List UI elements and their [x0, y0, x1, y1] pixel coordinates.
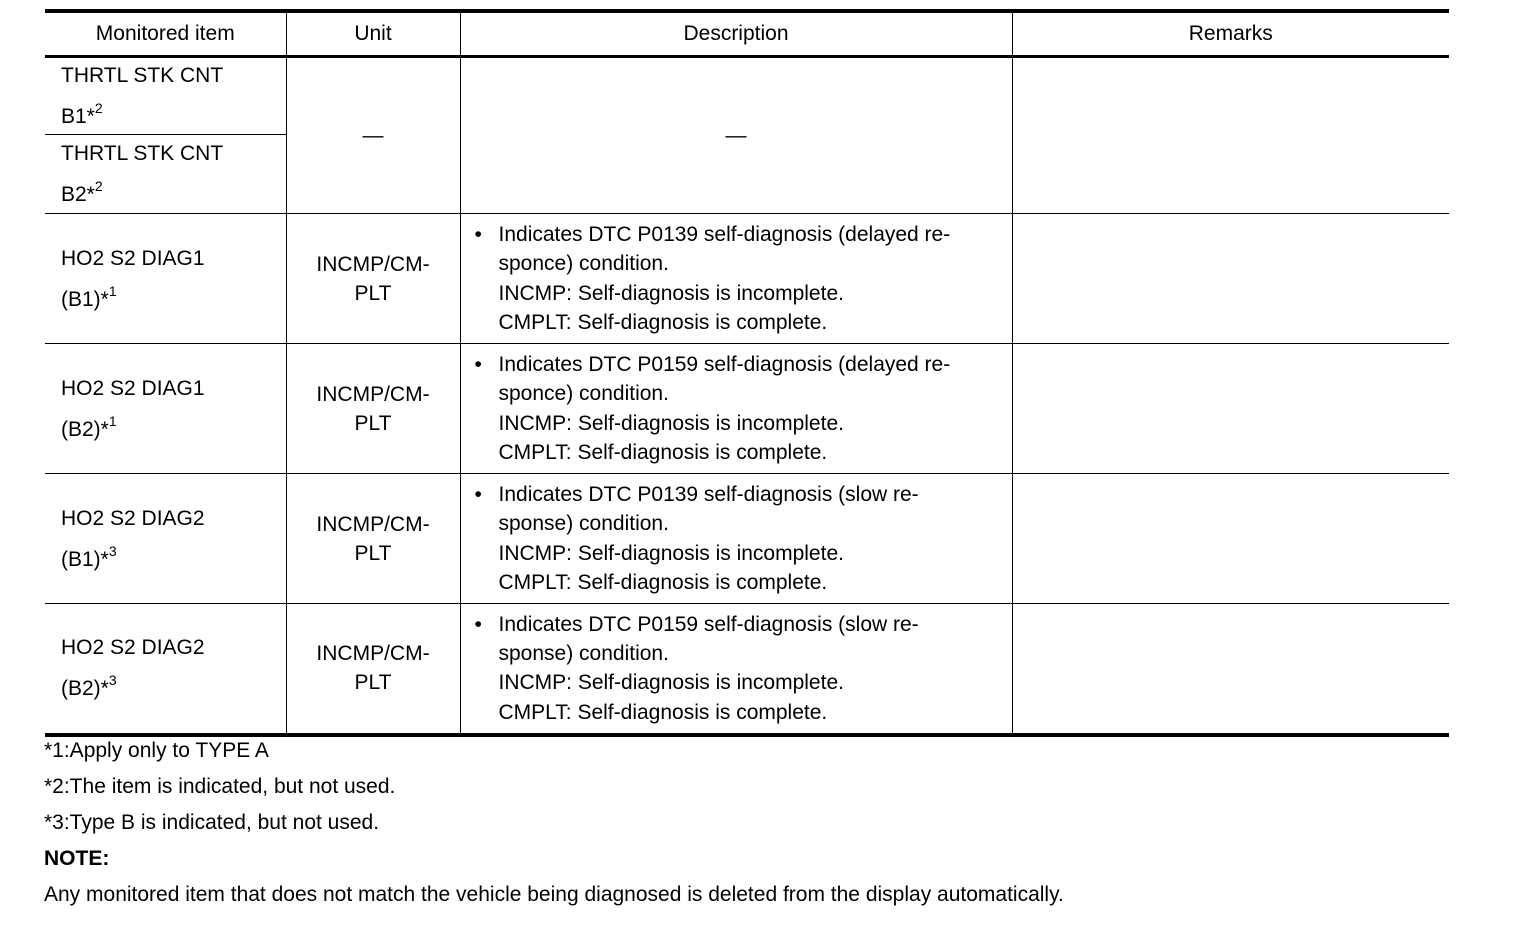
item-name: HO2 S2 DIAG2 [61, 636, 205, 660]
item-bank: (B1)* [61, 547, 109, 571]
table-row [45, 214, 1449, 344]
desc-line: CMPLT: Self-diagnosis is complete. [498, 310, 828, 334]
desc-line: CMPLT: Self-diagnosis is complete. [498, 700, 828, 724]
header-description: Description [460, 11, 1012, 57]
item-name: HO2 S2 DIAG1 [61, 376, 205, 400]
item-bank: (B1)* [61, 287, 109, 311]
desc-line: sponse) condition. [498, 641, 669, 665]
footnote-ref: 1 [108, 282, 117, 299]
description-cell: — [460, 57, 1012, 214]
desc-line: sponce) condition. [498, 252, 669, 276]
desc-line: INCMP: Self-diagnosis is incomplete. [498, 671, 844, 695]
item-bank: B1* [61, 105, 95, 128]
unit-cell: — [286, 57, 460, 214]
desc-line: Indicates DTC P0139 self-diagnosis (delayed re- [498, 222, 951, 246]
header-remarks: Remarks [1012, 11, 1449, 57]
item-cell [45, 344, 286, 474]
header-unit: Unit [286, 11, 460, 57]
unit-line: PLT [354, 281, 392, 305]
unit-line: INCMP/CM- [316, 642, 430, 666]
desc-line: INCMP: Self-diagnosis is incomplete. [498, 411, 844, 435]
unit-cell [286, 474, 460, 604]
note-label: NOTE: [44, 847, 110, 870]
bullet-icon: • [474, 352, 482, 376]
table-row [45, 57, 1449, 135]
desc-line: CMPLT: Self-diagnosis is complete. [498, 570, 828, 594]
unit-cell [286, 344, 460, 474]
unit-line: INCMP/CM- [316, 252, 430, 276]
footnote-3: *3:Type B is indicated, but not used. [44, 811, 380, 834]
footnote-ref: 2 [94, 178, 103, 194]
description-cell [460, 344, 1012, 474]
unit-line: PLT [354, 411, 392, 435]
desc-line: Indicates DTC P0159 self-diagnosis (slow re- [498, 612, 919, 636]
footnotes [44, 736, 1064, 916]
item-bank: B2* [61, 183, 95, 206]
desc-line: Indicates DTC P0139 self-diagnosis (slow re- [498, 482, 919, 506]
desc-line: Indicates DTC P0159 self-diagnosis (delayed re- [498, 352, 951, 376]
item-name: HO2 S2 DIAG2 [61, 506, 205, 530]
footnote-ref: 1 [108, 412, 117, 429]
description-cell [460, 214, 1012, 344]
unit-line: PLT [354, 541, 392, 565]
remarks-cell [1012, 57, 1449, 214]
desc-line: sponce) condition. [498, 382, 669, 406]
item-cell [45, 474, 286, 604]
footnote-ref: 3 [108, 672, 117, 689]
unit-line: INCMP/CM- [316, 512, 430, 536]
item-cell [45, 57, 286, 135]
remarks-cell [1012, 474, 1449, 604]
desc-line: INCMP: Self-diagnosis is incomplete. [498, 281, 844, 305]
table-header-row [45, 11, 1449, 57]
unit-line: INCMP/CM- [316, 382, 430, 406]
item-name: HO2 S2 DIAG1 [61, 246, 205, 270]
footnote-ref: 2 [94, 100, 103, 116]
item-bank: (B2)* [61, 677, 109, 701]
remarks-cell [1012, 214, 1449, 344]
item-cell [45, 135, 286, 214]
item-name: THRTL STK CNT [61, 142, 224, 165]
description-cell [460, 474, 1012, 604]
remarks-cell [1012, 604, 1449, 735]
item-bank: (B2)* [61, 417, 109, 441]
monitor-table [45, 9, 1449, 737]
unit-cell [286, 604, 460, 735]
note-text: Any monitored item that does not match the vehicle being diagnosed is deleted from the display automatically. [44, 883, 1064, 906]
item-cell [45, 214, 286, 344]
table-row [45, 474, 1449, 604]
description-cell [460, 604, 1012, 735]
header-monitored-item: Monitored item [45, 11, 286, 57]
desc-line: sponse) condition. [498, 512, 669, 536]
unit-cell [286, 214, 460, 344]
remarks-cell [1012, 344, 1449, 474]
table-row [45, 344, 1449, 474]
desc-line: CMPLT: Self-diagnosis is complete. [498, 440, 828, 464]
footnote-ref: 3 [108, 542, 117, 559]
bullet-icon: • [474, 482, 482, 506]
footnote-1: *1:Apply only to TYPE A [44, 739, 269, 762]
item-cell [45, 604, 286, 735]
table-row [45, 604, 1449, 735]
item-name: THRTL STK CNT [61, 64, 224, 87]
desc-line: INCMP: Self-diagnosis is incomplete. [498, 541, 844, 565]
bullet-icon: • [474, 222, 482, 246]
bullet-icon: • [474, 612, 482, 636]
footnote-2: *2:The item is indicated, but not used. [44, 775, 396, 798]
unit-line: PLT [354, 671, 392, 695]
